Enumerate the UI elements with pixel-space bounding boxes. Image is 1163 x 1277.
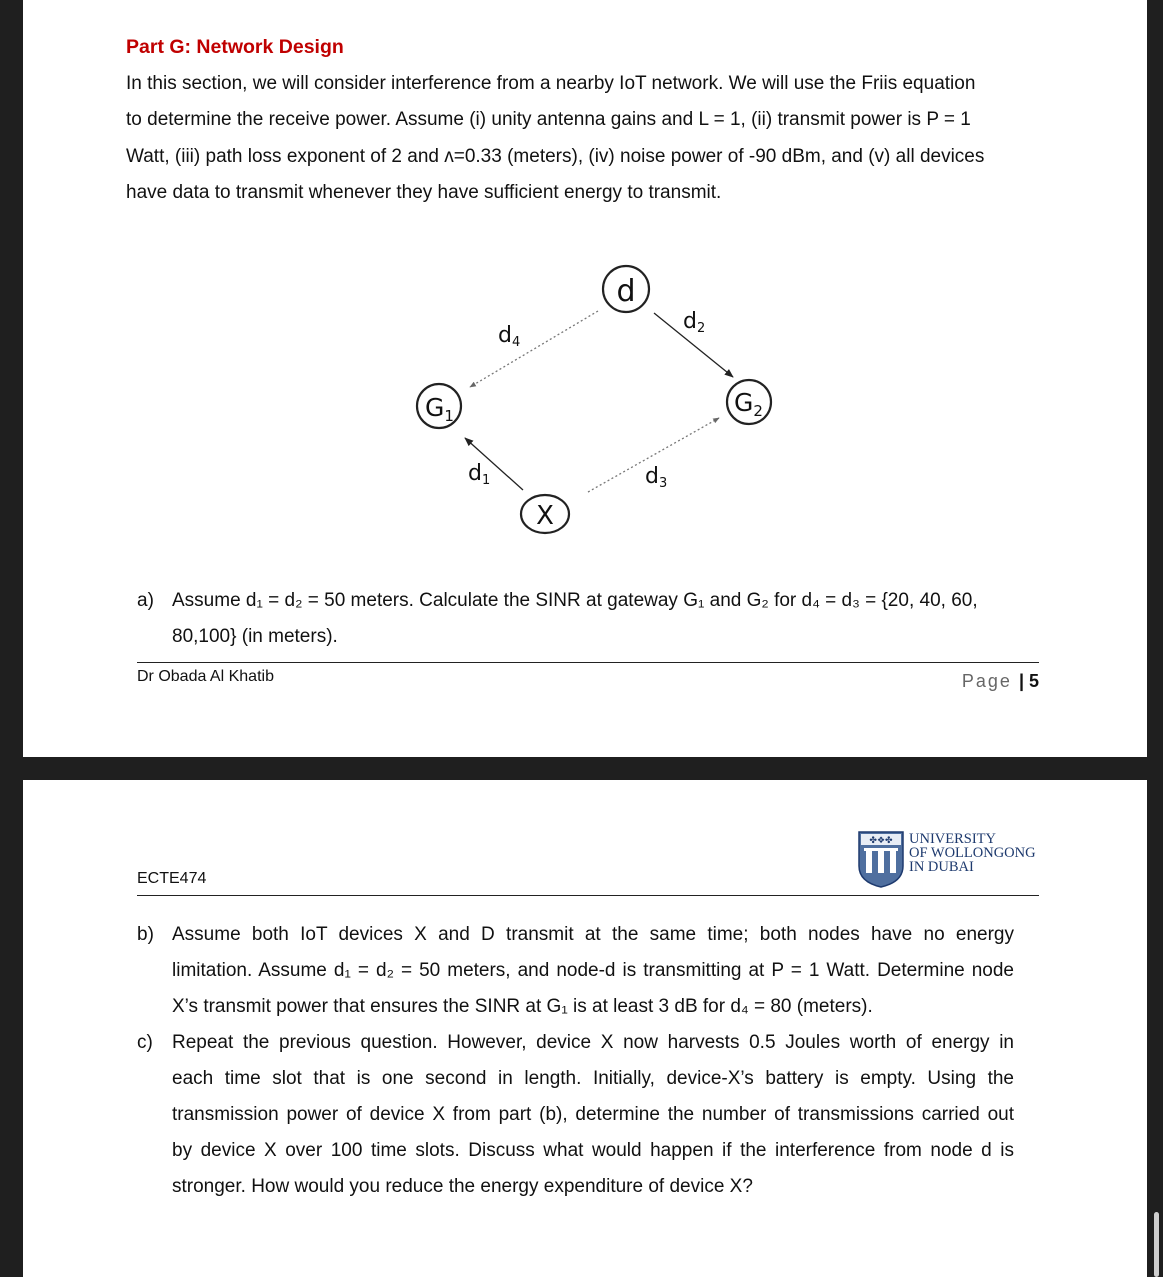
question-b-line: limitation. Assume d₁ = d₂ = 50 meters, and node-d is transmitting at P = 1 Watt. Determine node (172, 960, 1014, 981)
footer-divider (137, 662, 1039, 663)
intro-line: have data to transmit whenever they have sufficient energy to transmit. (126, 182, 722, 204)
university-crest-icon (857, 830, 905, 888)
question-c-line: each time slot that is one second in length. Initially, device-X’s battery is empty. Using the (172, 1068, 1014, 1089)
intro-line: In this section, we will consider interference from a nearby IoT network. We will use the Friis equation (126, 73, 976, 94)
document-page-6 (23, 780, 1147, 1277)
logo-line: OF WOLLONGONG (909, 845, 1036, 861)
logo-line: IN DUBAI (909, 859, 974, 875)
question-c-line: Repeat the previous question. However, device X now harvests 0.5 Joules worth of energy in (172, 1032, 1014, 1053)
question-b-line: Assume both IoT devices X and D transmit at the same time; both nodes have no energy (172, 924, 1014, 945)
logo-line: UNIVERSITY (909, 831, 996, 847)
question-a-line: 80,100} (in meters). (172, 626, 338, 647)
section-heading: Part G: Network Design (126, 36, 344, 58)
question-c-line: stronger. How would you reduce the energy expenditure of device X? (172, 1176, 753, 1197)
question-b-line: X’s transmit power that ensures the SINR at G₁ is at least 3 dB for d₄ = 80 (meters). (172, 996, 873, 1017)
label-d4: d4 (498, 323, 521, 350)
label-d1: d1 (468, 461, 491, 488)
course-code: ECTE474 (137, 870, 207, 887)
intro-line: Watt, (iii) path loss exponent of 2 and ʌ=0.33 (meters), (iv) noise power of -90 dBm, and (v) all devices (126, 145, 985, 167)
question-c-line: by device X over 100 time slots. Discuss what would happen if the interference from node d is (172, 1140, 1014, 1161)
header-divider (137, 895, 1039, 896)
document-page-5 (23, 0, 1147, 757)
node-d (603, 266, 649, 312)
question-b-label: b) (137, 924, 154, 945)
node-g1-label: G (425, 393, 445, 422)
page-word: Page (961, 671, 1012, 691)
svg-text:✤❖✤: ✤❖✤ (869, 836, 893, 846)
node-x (521, 495, 569, 533)
intro-line: to determine the receive power. Assume (i) unity antenna gains and L = 1, (ii) transmit power is P = 1 (126, 109, 971, 131)
label-d2: d2 (683, 309, 706, 336)
footer-author: Dr Obada Al Khatib (137, 668, 274, 685)
page-number: | 5 (1018, 671, 1039, 691)
node-g1 (417, 384, 461, 428)
node-g2-label: G (734, 388, 754, 417)
node-x-label: X (536, 501, 554, 531)
university-logo (857, 830, 1047, 890)
question-a-line: Assume d₁ = d₂ = 50 meters. Calculate the SINR at gateway G₁ and G₂ for d₄ = d₃ = {20, 40, 60, (172, 590, 978, 611)
question-a-label: a) (137, 590, 154, 611)
vertical-scrollbar[interactable] (1154, 1212, 1159, 1277)
label-d3: d3 (645, 464, 668, 491)
node-g2 (727, 380, 771, 424)
network-diagram (23, 0, 1147, 560)
node-g1-subscript: 1 (444, 407, 454, 425)
question-c-line: transmission power of device X from part (b), determine the number of transmissions carried out (172, 1104, 1014, 1125)
node-g2-subscript: 2 (753, 402, 763, 420)
footer-page-number (962, 671, 1039, 692)
node-d-label: d (616, 274, 636, 309)
question-c-label: c) (137, 1032, 153, 1053)
link-d4 (470, 311, 598, 387)
